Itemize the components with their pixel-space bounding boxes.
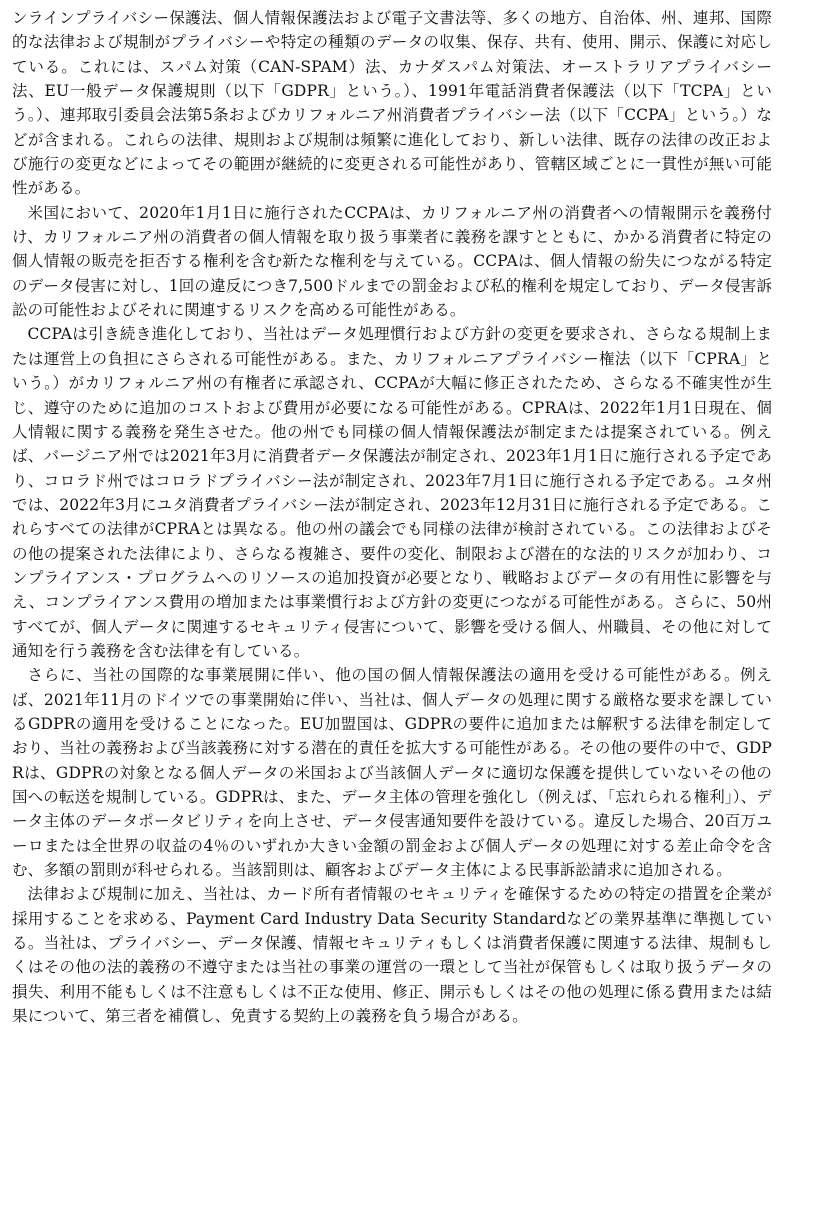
paragraph-privacy-laws-overview: ンラインプライバシー保護法、個人情報保護法および電子文書法等、多くの地方、自治体、州、連邦、国際的な法律および規制がプライバシーや特定の種類のデータの収集、保存、共有、使用、開示、保護に対応している。これには、スパム対策（CAN-SPAM）法、カナダスパム対策法、オーストラリアプライバシー法、EU一般データ保護規則（以下「GDPR」という。）、1991年電話消費者保護法（以下「TCPA」という。）、連邦取引委員会法第5条およびカリフォルニア州消費者プライバシー法（以下「CCPA」という。）などが含まれる。これらの法律、規則および規制は頻繁に進化しており、新しい法律、既存の法律の改正および施行の変更などによってその範囲が継続的に変更される可能性があり、管轄区域ごとに一貫性が無い可能性がある。 <box>12 9 772 198</box>
paragraph-gdpr: さらに、当社の国際的な事業展開に伴い、他の国の個人情報保護法の適用を受ける可能性がある。例えば、2021年11月のドイツでの事業開始に伴い、当社は、個人データの処理に関する厳格な要求を課しているGDPRの適用を受けることになった。EU加盟国は、GDPRの要件に追加または解釈する法律を制定しており、当社の義務および当該義務に対する潜在的責任を拡大する可能性がある。その他の要件の中で、GDPRは、GDPRの対象となる個人データの米国および当該個人データに適切な保護を提供していないその他の国への転送を規制している。GDPRは、また、データ主体の管理を強化し（例えば、「忘れられる権利」）、データ主体のデータポータビリティを向上させ、データ侵害通知要件を設けている。違反した場合、20百万ユーロまたは全世界の収益の4％のいずれか大きい金額の罰金および個人データの処理に対する差止命令を含む、多額の罰則が科せられる。当該罰則は、顧客およびデータ主体による民事訴訟請求に追加される。 <box>12 666 772 880</box>
paragraph-industry-standards: 法律および規制に加え、当社は、カード所有者情報のセキュリティを確保するための特定の措置を企業が採用することを求める、Payment Card Industry Data Security Standardなどの業界基準に準拠している。当社は、プライバシー、データ保護、情報セキュリティもしくは消費者保護に関連する法律、規制もしくはその他の法的義務の不遵守または当社の事業の運営の一環として当社が保管もしくは取り扱うデータの損失、利用不能もしくは不注意もしくは不正な使用、修正、開示もしくはその他の処理に係る費用または結果について、第三者を補償し、免責する契約上の義務を負う場合がある。 <box>12 885 772 1026</box>
paragraph-cpra-state-laws: CCPAは引き続き進化しており、当社はデータ処理慣行および方針の変更を要求され、さらなる規制上または運営上の負担にさらされる可能性がある。また、カリフォルニアプライバシー権法（以下「CPRA」という。）がカリフォルニア州の有権者に承認され、CCPAが大幅に修正されたため、さらなる不確実性が生じ、遵守のために追加のコストおよび費用が必要になる可能性がある。CPRAは、2022年1月1日現在、個人情報に関する義務を発生させた。他の州でも同様の個人情報保護法が制定または提案されている。例えば、バージニア州では2021年3月に消費者データ保護法が制定され、2023年1月1日に施行される予定であり、コロラド州ではコロラドプライバシー法が制定され、2023年7月1日に施行される予定である。ユタ州では、2022年3月にユタ消費者プライバシー法が制定され、2023年12月31日に施行される予定である。これらすべての法律がCPRAとは異なる。他の州の議会でも同様の法律が検討されている。この法律およびその他の提案された法律により、さらなる複雑さ、要件の変化、制限および潜在的な法的リスクが加わり、コンプライアンス・プログラムへのリソースの追加投資が必要となり、戦略およびデータの有用性に影響を与え、コンプライアンス費用の増加または事業慣行および方針の変更につながる可能性がある。さらに、50州すべてが、個人データに関連するセキュリティ侵害について、影響を受ける個人、州職員、その他に対して通知を行う義務を含む法律を有している。 <box>12 325 772 660</box>
document-body <box>12 6 772 1028</box>
paragraph-ccpa: 米国において、2020年1月1日に施行されたCCPAは、カリフォルニア州の消費者への情報開示を義務付け、カリフォルニア州の消費者の個人情報を取り扱う事業者に義務を課すとともに、かかる消費者に特定の個人情報の販売を拒否する権利を含む新たな権利を与えている。CCPAは、個人情報の紛失につながる特定のデータ侵害に対し、1回の違反につき7,500ドルまでの罰金および私的権利を規定しており、データ侵害訴訟の可能性およびそれに関連するリスクを高める可能性がある。 <box>12 203 772 320</box>
